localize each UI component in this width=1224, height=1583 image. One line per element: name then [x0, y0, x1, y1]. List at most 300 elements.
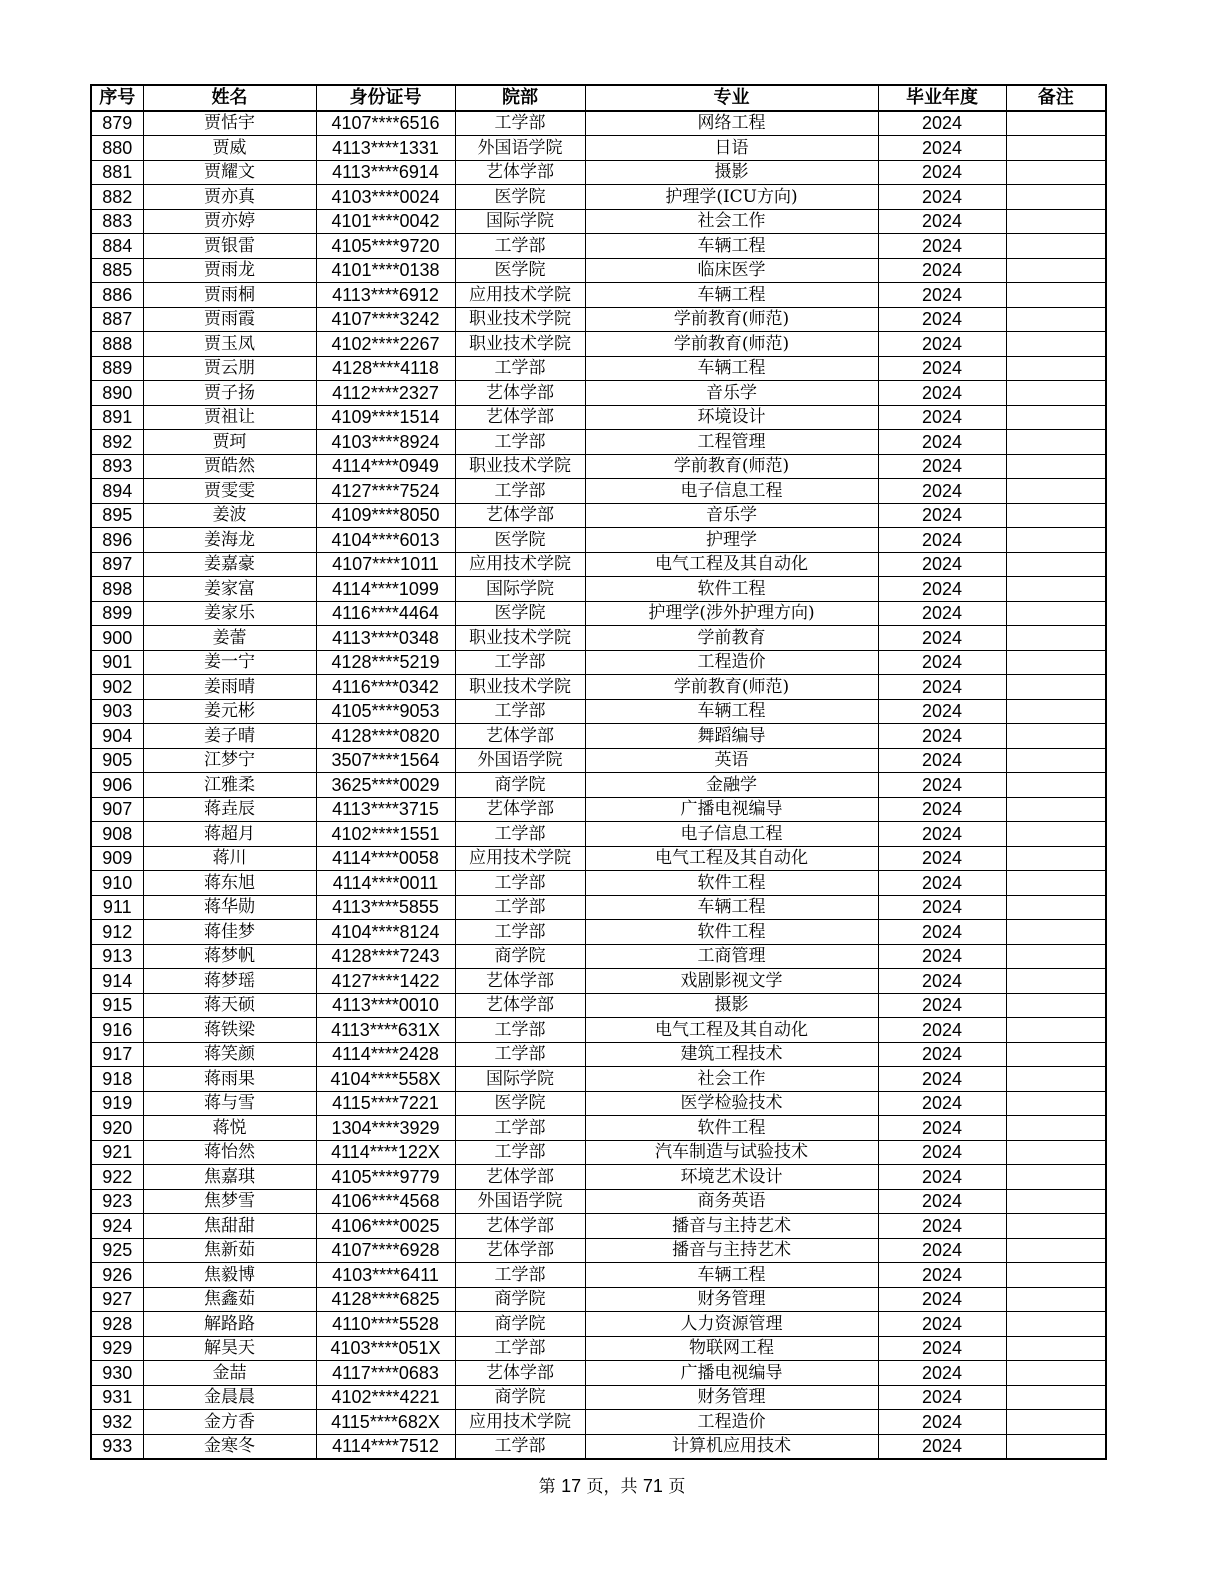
- header-graduation-year: 毕业年度: [878, 85, 1006, 111]
- remarks-cell: [1006, 871, 1106, 896]
- department-cell: 艺体学部: [455, 1361, 585, 1386]
- table-row: [91, 1189, 1106, 1214]
- graduation-year-cell: 2024: [878, 748, 1006, 773]
- student-name-cell: 蒋铁梁: [143, 1018, 316, 1043]
- graduation-year-cell: 2024: [878, 405, 1006, 430]
- table-row: [91, 1067, 1106, 1092]
- id-number-cell: 4113****6912: [316, 283, 455, 308]
- id-number-cell: 4128****7243: [316, 944, 455, 969]
- remarks-cell: [1006, 1116, 1106, 1141]
- row-index-cell: 919: [91, 1091, 143, 1116]
- id-number-cell: 4115****682X: [316, 1410, 455, 1435]
- student-name-cell: 姜元彬: [143, 699, 316, 724]
- table-row: [91, 234, 1106, 259]
- graduation-year-cell: 2024: [878, 1361, 1006, 1386]
- graduation-year-cell: 2024: [878, 185, 1006, 210]
- remarks-cell: [1006, 356, 1106, 381]
- major-cell: 学前教育(师范): [585, 454, 878, 479]
- department-cell: 外国语学院: [455, 1189, 585, 1214]
- row-index-cell: 917: [91, 1042, 143, 1067]
- remarks-cell: [1006, 601, 1106, 626]
- department-cell: 工学部: [455, 1434, 585, 1459]
- table-row: [91, 699, 1106, 724]
- remarks-cell: [1006, 650, 1106, 675]
- graduation-year-cell: 2024: [878, 1042, 1006, 1067]
- department-cell: 艺体学部: [455, 381, 585, 406]
- remarks-cell: [1006, 503, 1106, 528]
- row-index-cell: 912: [91, 920, 143, 945]
- major-cell: 播音与主持艺术: [585, 1238, 878, 1263]
- row-index-cell: 892: [91, 430, 143, 455]
- remarks-cell: [1006, 944, 1106, 969]
- table-row: [91, 1165, 1106, 1190]
- remarks-cell: [1006, 748, 1106, 773]
- major-cell: 电子信息工程: [585, 822, 878, 847]
- remarks-cell: [1006, 675, 1106, 700]
- graduation-year-cell: 2024: [878, 577, 1006, 602]
- department-cell: 工学部: [455, 920, 585, 945]
- remarks-cell: [1006, 160, 1106, 185]
- remarks-cell: [1006, 699, 1106, 724]
- row-index-cell: 931: [91, 1385, 143, 1410]
- department-cell: 职业技术学院: [455, 626, 585, 651]
- row-index-cell: 901: [91, 650, 143, 675]
- major-cell: 计算机应用技术: [585, 1434, 878, 1459]
- remarks-cell: [1006, 136, 1106, 161]
- graduation-year-cell: 2024: [878, 846, 1006, 871]
- department-cell: 工学部: [455, 1018, 585, 1043]
- id-number-cell: 4114****0949: [316, 454, 455, 479]
- graduation-year-cell: 2024: [878, 111, 1006, 136]
- student-name-cell: 蒋悦: [143, 1116, 316, 1141]
- graduation-year-cell: 2024: [878, 1410, 1006, 1435]
- graduation-year-cell: 2024: [878, 454, 1006, 479]
- id-number-cell: 4110****5528: [316, 1312, 455, 1337]
- table-body: [91, 111, 1106, 1460]
- id-number-cell: 4113****0010: [316, 993, 455, 1018]
- table-row: [91, 1361, 1106, 1386]
- id-number-cell: 4114****1099: [316, 577, 455, 602]
- student-name-cell: 姜家富: [143, 577, 316, 602]
- row-index-cell: 879: [91, 111, 143, 136]
- id-number-cell: 4103****051X: [316, 1336, 455, 1361]
- row-index-cell: 886: [91, 283, 143, 308]
- student-name-cell: 贾亦真: [143, 185, 316, 210]
- department-cell: 商学院: [455, 773, 585, 798]
- id-number-cell: 4113****6914: [316, 160, 455, 185]
- major-cell: 工程造价: [585, 1410, 878, 1435]
- row-index-cell: 926: [91, 1263, 143, 1288]
- remarks-cell: [1006, 552, 1106, 577]
- id-number-cell: 4128****4118: [316, 356, 455, 381]
- graduation-year-cell: 2024: [878, 552, 1006, 577]
- row-index-cell: 908: [91, 822, 143, 847]
- id-number-cell: 4116****4464: [316, 601, 455, 626]
- major-cell: 环境艺术设计: [585, 1165, 878, 1190]
- id-number-cell: 4113****5855: [316, 895, 455, 920]
- department-cell: 艺体学部: [455, 405, 585, 430]
- id-number-cell: 4128****6825: [316, 1287, 455, 1312]
- remarks-cell: [1006, 1434, 1106, 1459]
- table-row: [91, 773, 1106, 798]
- id-number-cell: 4104****558X: [316, 1067, 455, 1092]
- row-index-cell: 909: [91, 846, 143, 871]
- major-cell: 日语: [585, 136, 878, 161]
- major-cell: 播音与主持艺术: [585, 1214, 878, 1239]
- student-name-cell: 解路路: [143, 1312, 316, 1337]
- row-index-cell: 906: [91, 773, 143, 798]
- department-cell: 应用技术学院: [455, 1410, 585, 1435]
- department-cell: 艺体学部: [455, 1238, 585, 1263]
- table-row: [91, 1116, 1106, 1141]
- table-row: [91, 1336, 1106, 1361]
- department-cell: 艺体学部: [455, 969, 585, 994]
- student-name-cell: 蒋东旭: [143, 871, 316, 896]
- student-name-cell: 蒋垚辰: [143, 797, 316, 822]
- table-row: [91, 111, 1106, 136]
- major-cell: 电气工程及其自动化: [585, 846, 878, 871]
- remarks-cell: [1006, 258, 1106, 283]
- header-id-number: 身份证号: [316, 85, 455, 111]
- student-name-cell: 江雅柔: [143, 773, 316, 798]
- major-cell: 护理学(ICU方向): [585, 185, 878, 210]
- major-cell: 社会工作: [585, 209, 878, 234]
- student-name-cell: 蒋梦帆: [143, 944, 316, 969]
- id-number-cell: 4103****6411: [316, 1263, 455, 1288]
- id-number-cell: 1304****3929: [316, 1116, 455, 1141]
- id-number-cell: 4114****0011: [316, 871, 455, 896]
- total-page-count: 71: [642, 1476, 663, 1496]
- student-name-cell: 贾雯雯: [143, 479, 316, 504]
- graduation-year-cell: 2024: [878, 1434, 1006, 1459]
- graduation-year-cell: 2024: [878, 773, 1006, 798]
- row-index-cell: 898: [91, 577, 143, 602]
- table-row: [91, 1042, 1106, 1067]
- row-index-cell: 920: [91, 1116, 143, 1141]
- graduation-year-cell: 2024: [878, 258, 1006, 283]
- row-index-cell: 929: [91, 1336, 143, 1361]
- department-cell: 职业技术学院: [455, 307, 585, 332]
- major-cell: 软件工程: [585, 1116, 878, 1141]
- graduation-year-cell: 2024: [878, 209, 1006, 234]
- major-cell: 电气工程及其自动化: [585, 552, 878, 577]
- department-cell: 工学部: [455, 871, 585, 896]
- student-name-cell: 焦嘉琪: [143, 1165, 316, 1190]
- department-cell: 工学部: [455, 822, 585, 847]
- row-index-cell: 930: [91, 1361, 143, 1386]
- graduation-year-cell: 2024: [878, 601, 1006, 626]
- row-index-cell: 916: [91, 1018, 143, 1043]
- student-name-cell: 姜一宁: [143, 650, 316, 675]
- department-cell: 艺体学部: [455, 503, 585, 528]
- department-cell: 工学部: [455, 1336, 585, 1361]
- remarks-cell: [1006, 1336, 1106, 1361]
- major-cell: 车辆工程: [585, 283, 878, 308]
- student-name-cell: 姜家乐: [143, 601, 316, 626]
- graduation-year-cell: 2024: [878, 1238, 1006, 1263]
- student-name-cell: 江梦宁: [143, 748, 316, 773]
- row-index-cell: 885: [91, 258, 143, 283]
- row-index-cell: 896: [91, 528, 143, 553]
- table-row: [91, 1140, 1106, 1165]
- major-cell: 学前教育: [585, 626, 878, 651]
- row-index-cell: 895: [91, 503, 143, 528]
- department-cell: 工学部: [455, 234, 585, 259]
- table-row: [91, 846, 1106, 871]
- remarks-cell: [1006, 1018, 1106, 1043]
- student-name-cell: 焦毅博: [143, 1263, 316, 1288]
- remarks-cell: [1006, 1165, 1106, 1190]
- graduation-year-cell: 2024: [878, 430, 1006, 455]
- student-name-cell: 姜子晴: [143, 724, 316, 749]
- student-name-cell: 贾恬宇: [143, 111, 316, 136]
- student-name-cell: 姜嘉豪: [143, 552, 316, 577]
- student-name-cell: 蒋天硕: [143, 993, 316, 1018]
- table-row: [91, 185, 1106, 210]
- major-cell: 软件工程: [585, 920, 878, 945]
- row-index-cell: 933: [91, 1434, 143, 1459]
- id-number-cell: 4117****0683: [316, 1361, 455, 1386]
- remarks-cell: [1006, 1312, 1106, 1337]
- major-cell: 广播电视编导: [585, 1361, 878, 1386]
- table-row: [91, 1410, 1106, 1435]
- graduation-year-cell: 2024: [878, 724, 1006, 749]
- major-cell: 人力资源管理: [585, 1312, 878, 1337]
- student-name-cell: 姜波: [143, 503, 316, 528]
- row-index-cell: 891: [91, 405, 143, 430]
- student-name-cell: 贾银雷: [143, 234, 316, 259]
- graduation-year-cell: 2024: [878, 650, 1006, 675]
- row-index-cell: 902: [91, 675, 143, 700]
- major-cell: 护理学(涉外护理方向): [585, 601, 878, 626]
- row-index-cell: 918: [91, 1067, 143, 1092]
- graduation-year-cell: 2024: [878, 381, 1006, 406]
- remarks-cell: [1006, 1189, 1106, 1214]
- row-index-cell: 907: [91, 797, 143, 822]
- major-cell: 电子信息工程: [585, 479, 878, 504]
- major-cell: 音乐学: [585, 503, 878, 528]
- table-row: [91, 1434, 1106, 1459]
- id-number-cell: 4114****2428: [316, 1042, 455, 1067]
- remarks-cell: [1006, 307, 1106, 332]
- table-row: [91, 944, 1106, 969]
- table-row: [91, 748, 1106, 773]
- major-cell: 建筑工程技术: [585, 1042, 878, 1067]
- remarks-cell: [1006, 969, 1106, 994]
- remarks-cell: [1006, 846, 1106, 871]
- department-cell: 艺体学部: [455, 1165, 585, 1190]
- major-cell: 软件工程: [585, 577, 878, 602]
- major-cell: 金融学: [585, 773, 878, 798]
- student-name-cell: 贾子扬: [143, 381, 316, 406]
- id-number-cell: 4102****4221: [316, 1385, 455, 1410]
- major-cell: 网络工程: [585, 111, 878, 136]
- student-name-cell: 蒋笑颜: [143, 1042, 316, 1067]
- major-cell: 车辆工程: [585, 895, 878, 920]
- id-number-cell: 4114****0058: [316, 846, 455, 871]
- student-name-cell: 解昊天: [143, 1336, 316, 1361]
- graduation-year-cell: 2024: [878, 626, 1006, 651]
- department-cell: 医学院: [455, 528, 585, 553]
- remarks-cell: [1006, 209, 1106, 234]
- major-cell: 车辆工程: [585, 1263, 878, 1288]
- id-number-cell: 3507****1564: [316, 748, 455, 773]
- graduation-year-cell: 2024: [878, 136, 1006, 161]
- remarks-cell: [1006, 822, 1106, 847]
- graduation-year-cell: 2024: [878, 1214, 1006, 1239]
- remarks-cell: [1006, 920, 1106, 945]
- remarks-cell: [1006, 528, 1106, 553]
- department-cell: 工学部: [455, 356, 585, 381]
- major-cell: 工程管理: [585, 430, 878, 455]
- row-index-cell: 900: [91, 626, 143, 651]
- department-cell: 工学部: [455, 895, 585, 920]
- student-name-cell: 姜蕾: [143, 626, 316, 651]
- remarks-cell: [1006, 895, 1106, 920]
- graduation-year-cell: 2024: [878, 307, 1006, 332]
- remarks-cell: [1006, 381, 1106, 406]
- student-name-cell: 贾雨桐: [143, 283, 316, 308]
- table-row: [91, 405, 1106, 430]
- remarks-cell: [1006, 1410, 1106, 1435]
- id-number-cell: 4127****1422: [316, 969, 455, 994]
- table-row: [91, 871, 1106, 896]
- table-row: [91, 209, 1106, 234]
- id-number-cell: 4109****1514: [316, 405, 455, 430]
- major-cell: 护理学: [585, 528, 878, 553]
- table-row: [91, 626, 1106, 651]
- id-number-cell: 4101****0138: [316, 258, 455, 283]
- department-cell: 医学院: [455, 601, 585, 626]
- graduation-year-cell: 2024: [878, 1263, 1006, 1288]
- graduation-year-cell: 2024: [878, 503, 1006, 528]
- major-cell: 车辆工程: [585, 356, 878, 381]
- department-cell: 艺体学部: [455, 1214, 585, 1239]
- remarks-cell: [1006, 479, 1106, 504]
- remarks-cell: [1006, 405, 1106, 430]
- major-cell: 软件工程: [585, 871, 878, 896]
- graduation-year-cell: 2024: [878, 234, 1006, 259]
- id-number-cell: 4112****2327: [316, 381, 455, 406]
- major-cell: 车辆工程: [585, 699, 878, 724]
- current-page-number: 17: [561, 1476, 582, 1496]
- major-cell: 电气工程及其自动化: [585, 1018, 878, 1043]
- major-cell: 商务英语: [585, 1189, 878, 1214]
- row-index-cell: 887: [91, 307, 143, 332]
- row-index-cell: 927: [91, 1287, 143, 1312]
- table-row: [91, 307, 1106, 332]
- remarks-cell: [1006, 332, 1106, 357]
- major-cell: 摄影: [585, 993, 878, 1018]
- student-name-cell: 贾雨龙: [143, 258, 316, 283]
- row-index-cell: 925: [91, 1238, 143, 1263]
- department-cell: 商学院: [455, 1287, 585, 1312]
- remarks-cell: [1006, 1140, 1106, 1165]
- remarks-cell: [1006, 111, 1106, 136]
- row-index-cell: 897: [91, 552, 143, 577]
- table-row: [91, 1214, 1106, 1239]
- department-cell: 艺体学部: [455, 993, 585, 1018]
- graduation-year-cell: 2024: [878, 871, 1006, 896]
- table-row: [91, 601, 1106, 626]
- table-row: [91, 258, 1106, 283]
- department-cell: 职业技术学院: [455, 675, 585, 700]
- remarks-cell: [1006, 430, 1106, 455]
- table-row: [91, 1091, 1106, 1116]
- department-cell: 工学部: [455, 479, 585, 504]
- department-cell: 工学部: [455, 1263, 585, 1288]
- header-department: 院部: [455, 85, 585, 111]
- student-name-cell: 焦甜甜: [143, 1214, 316, 1239]
- row-index-cell: 882: [91, 185, 143, 210]
- page-footer: [0, 1472, 1224, 1497]
- major-cell: 学前教育(师范): [585, 332, 878, 357]
- row-index-cell: 903: [91, 699, 143, 724]
- department-cell: 艺体学部: [455, 160, 585, 185]
- table-row: [91, 895, 1106, 920]
- student-name-cell: 贾玉凤: [143, 332, 316, 357]
- student-name-cell: 金寒冬: [143, 1434, 316, 1459]
- student-name-cell: 贾珂: [143, 430, 316, 455]
- graduation-year-cell: 2024: [878, 1312, 1006, 1337]
- header-remarks: 备注: [1006, 85, 1106, 111]
- table-row: [91, 356, 1106, 381]
- graduation-year-cell: 2024: [878, 479, 1006, 504]
- graduation-year-cell: 2024: [878, 1116, 1006, 1141]
- row-index-cell: 889: [91, 356, 143, 381]
- department-cell: 外国语学院: [455, 748, 585, 773]
- major-cell: 社会工作: [585, 1067, 878, 1092]
- department-cell: 国际学院: [455, 209, 585, 234]
- department-cell: 商学院: [455, 944, 585, 969]
- major-cell: 财务管理: [585, 1385, 878, 1410]
- department-cell: 应用技术学院: [455, 552, 585, 577]
- id-number-cell: 4109****8050: [316, 503, 455, 528]
- graduation-year-cell: 2024: [878, 1091, 1006, 1116]
- department-cell: 国际学院: [455, 577, 585, 602]
- id-number-cell: 4128****0820: [316, 724, 455, 749]
- student-name-cell: 焦梦雪: [143, 1189, 316, 1214]
- student-name-cell: 金晨晨: [143, 1385, 316, 1410]
- table-row: [91, 160, 1106, 185]
- graduation-year-cell: 2024: [878, 1336, 1006, 1361]
- id-number-cell: 4113****631X: [316, 1018, 455, 1043]
- table-row: [91, 822, 1106, 847]
- id-number-cell: 4107****6516: [316, 111, 455, 136]
- department-cell: 医学院: [455, 1091, 585, 1116]
- department-cell: 工学部: [455, 650, 585, 675]
- id-number-cell: 4103****8924: [316, 430, 455, 455]
- remarks-cell: [1006, 797, 1106, 822]
- graduation-year-cell: 2024: [878, 1165, 1006, 1190]
- table-row: [91, 797, 1106, 822]
- table-row: [91, 920, 1106, 945]
- id-number-cell: 4116****0342: [316, 675, 455, 700]
- table-row: [91, 332, 1106, 357]
- student-name-cell: 蒋佳梦: [143, 920, 316, 945]
- id-number-cell: 4127****7524: [316, 479, 455, 504]
- department-cell: 工学部: [455, 1042, 585, 1067]
- department-cell: 商学院: [455, 1385, 585, 1410]
- graduation-year-cell: 2024: [878, 993, 1006, 1018]
- graduation-year-cell: 2024: [878, 1067, 1006, 1092]
- table-row: [91, 528, 1106, 553]
- id-number-cell: 4113****1331: [316, 136, 455, 161]
- table-row: [91, 1287, 1106, 1312]
- student-name-cell: 贾亦婷: [143, 209, 316, 234]
- remarks-cell: [1006, 1042, 1106, 1067]
- graduation-year-cell: 2024: [878, 356, 1006, 381]
